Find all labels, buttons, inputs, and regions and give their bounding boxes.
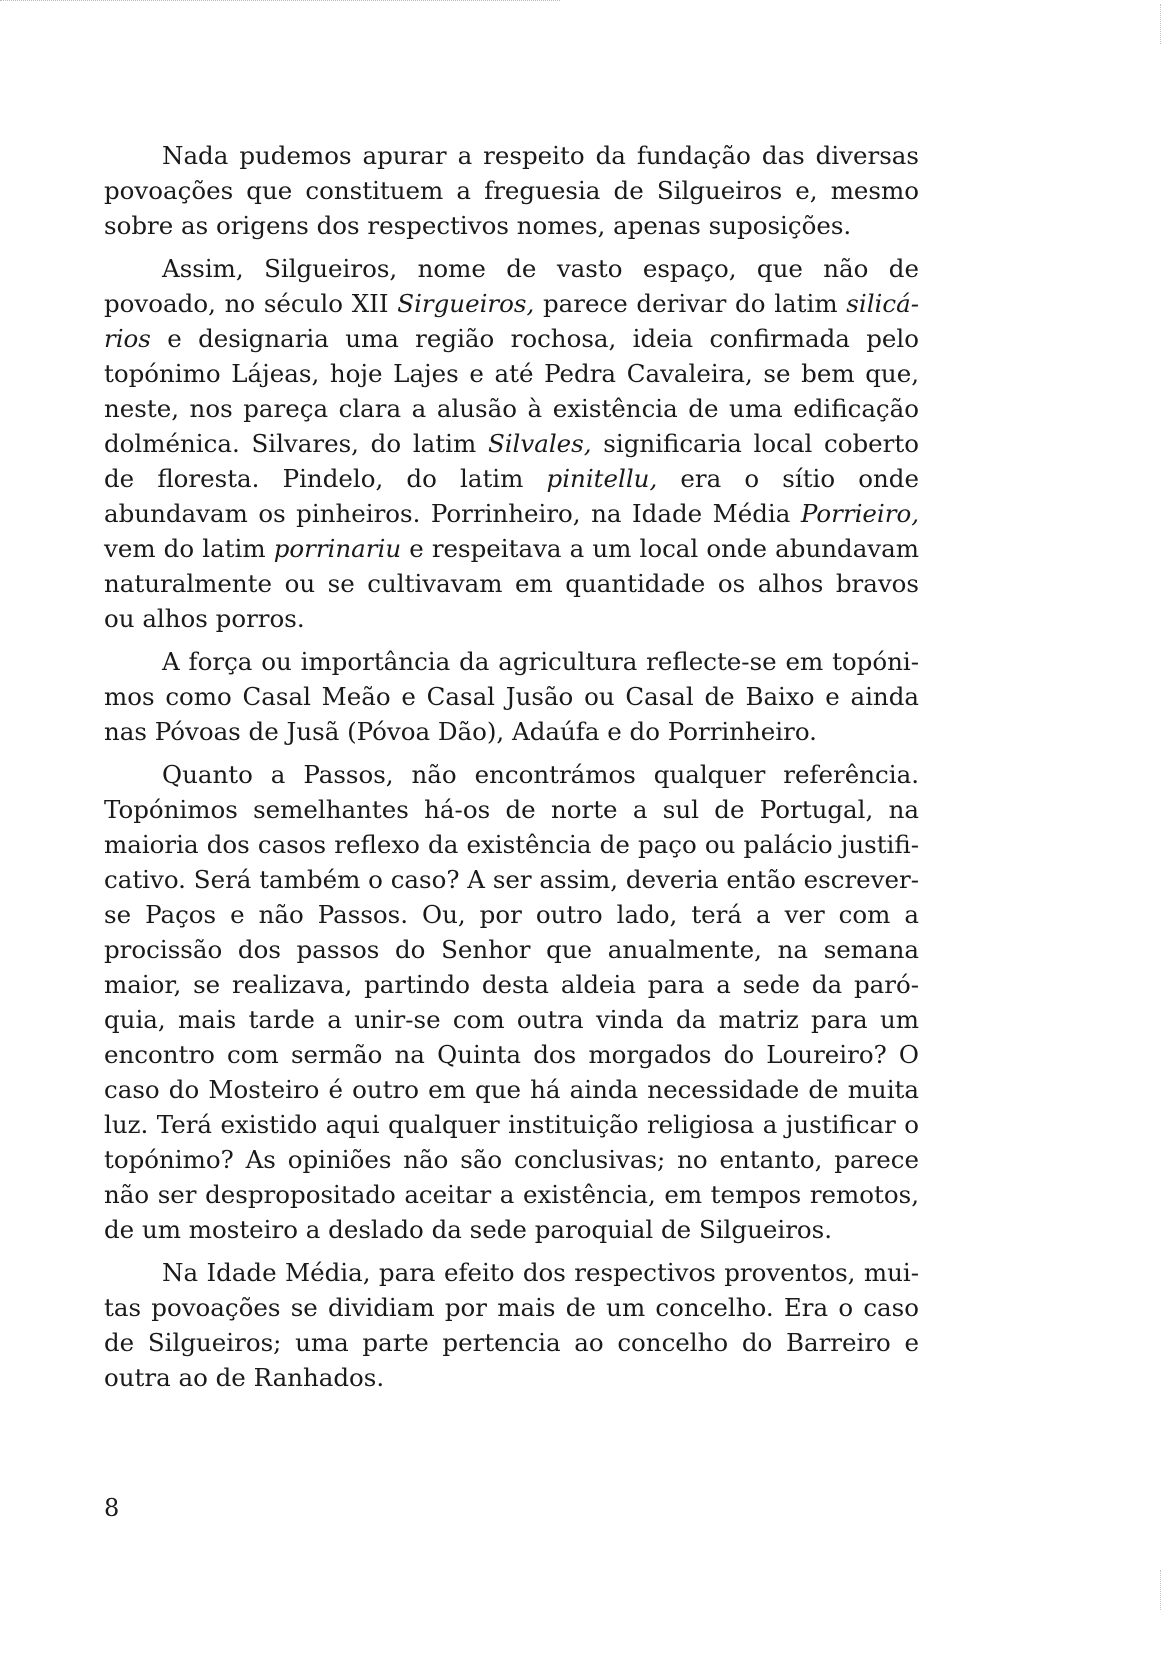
paragraph [104,1255,919,1395]
italic-term: silicários [104,289,919,353]
paragraph [104,138,919,243]
text-segment: Na Idade Média, para efeito dos respectivos proventos, muitas povoações se dividiam por mais de um concelho. Era o caso de Silgueiros; uma parte pertencia ao concelho do Barreiro e outra ao de Ranhados. [104,1258,919,1392]
page-number: 8 [104,1494,120,1522]
body-text [104,138,919,1403]
text-segment: Quanto a Passos, não encontrámos qualquer referência. Topónimos semelhantes há-os de norte a sul de Portugal, na maioria dos casos reflexo da existência de paço ou palácio justificativo. Será também o caso? A ser assim, deveria então escreverse Paços e não Passos. Ou, por outro lado, terá a ver com a procissão dos passos do Senhor que anualmente, na semana maior, se realizava, partindo desta aldeia para a sede da paróquia, mais tarde a unir-se com outra vinda da matriz para um encontro com sermão na Quinta dos morgados do Loureiro? O caso do Mosteiro é outro em que há ainda necessidade de muita luz. Terá existido aqui qualquer instituição religiosa a justificar o topónimo? As opiniões não são conclusivas; no entanto, parece não ser despropositado aceitar a existência, em tempos remotos, de um mosteiro a deslado da sede paroquial de Silgueiros. [104,760,919,1244]
italic-term: pinitellu, [546,464,658,493]
scan-artifact-top [0,0,560,4]
text-segment: e designaria uma região rochosa, ideia confirmada pelo topónimo Lájeas, hoje Lajes e até Pedra Cavaleira, se bem que, neste, nos pareça clara a alusão à existência de uma edificação dolménica. Silvares, do latim [104,324,919,458]
paragraph [104,251,919,636]
scan-artifact-right-bottom [1157,1570,1161,1610]
text-segment: A força ou importância da agricultura reflecte-se em topónimos como Casal Meão e Casal Jusão ou Casal de Baixo e ainda nas Póvoas de Jusã (Póvoa Dão), Adaúfa e do Porrinheiro. [104,647,919,746]
text-segment: Nada pudemos apurar a respeito da fundação das diversas povoações que constituem a freguesia de Silgueiros e, mesmo sobre as origens dos respectivos nomes, apenas suposições. [104,141,919,240]
paragraph [104,757,919,1247]
text-segment: vem do latim [104,534,274,563]
text-segment: e respeitava a um local onde abundavam naturalmente ou se cultivavam em quantidade os alhos bravos ou alhos porros. [104,534,919,633]
text-segment: era o sítio onde abundavam os pinheiros. Porrinheiro, na Idade Média [104,464,919,528]
italic-term: porrinariu [273,534,402,563]
italic-term: Sirgueiros, [397,289,535,318]
text-segment: Assim, Silgueiros, nome de vasto espaço, que não de povoado, no século XII [104,254,919,318]
text-segment: significaria local coberto de floresta. Pindelo, do latim [104,429,919,493]
paragraph [104,644,919,749]
italic-term: Silvales, [487,429,592,458]
text-segment: parece derivar do latim [534,289,847,318]
italic-term: Porrieiro, [800,499,919,528]
scan-artifact-right-top [1157,4,1161,44]
